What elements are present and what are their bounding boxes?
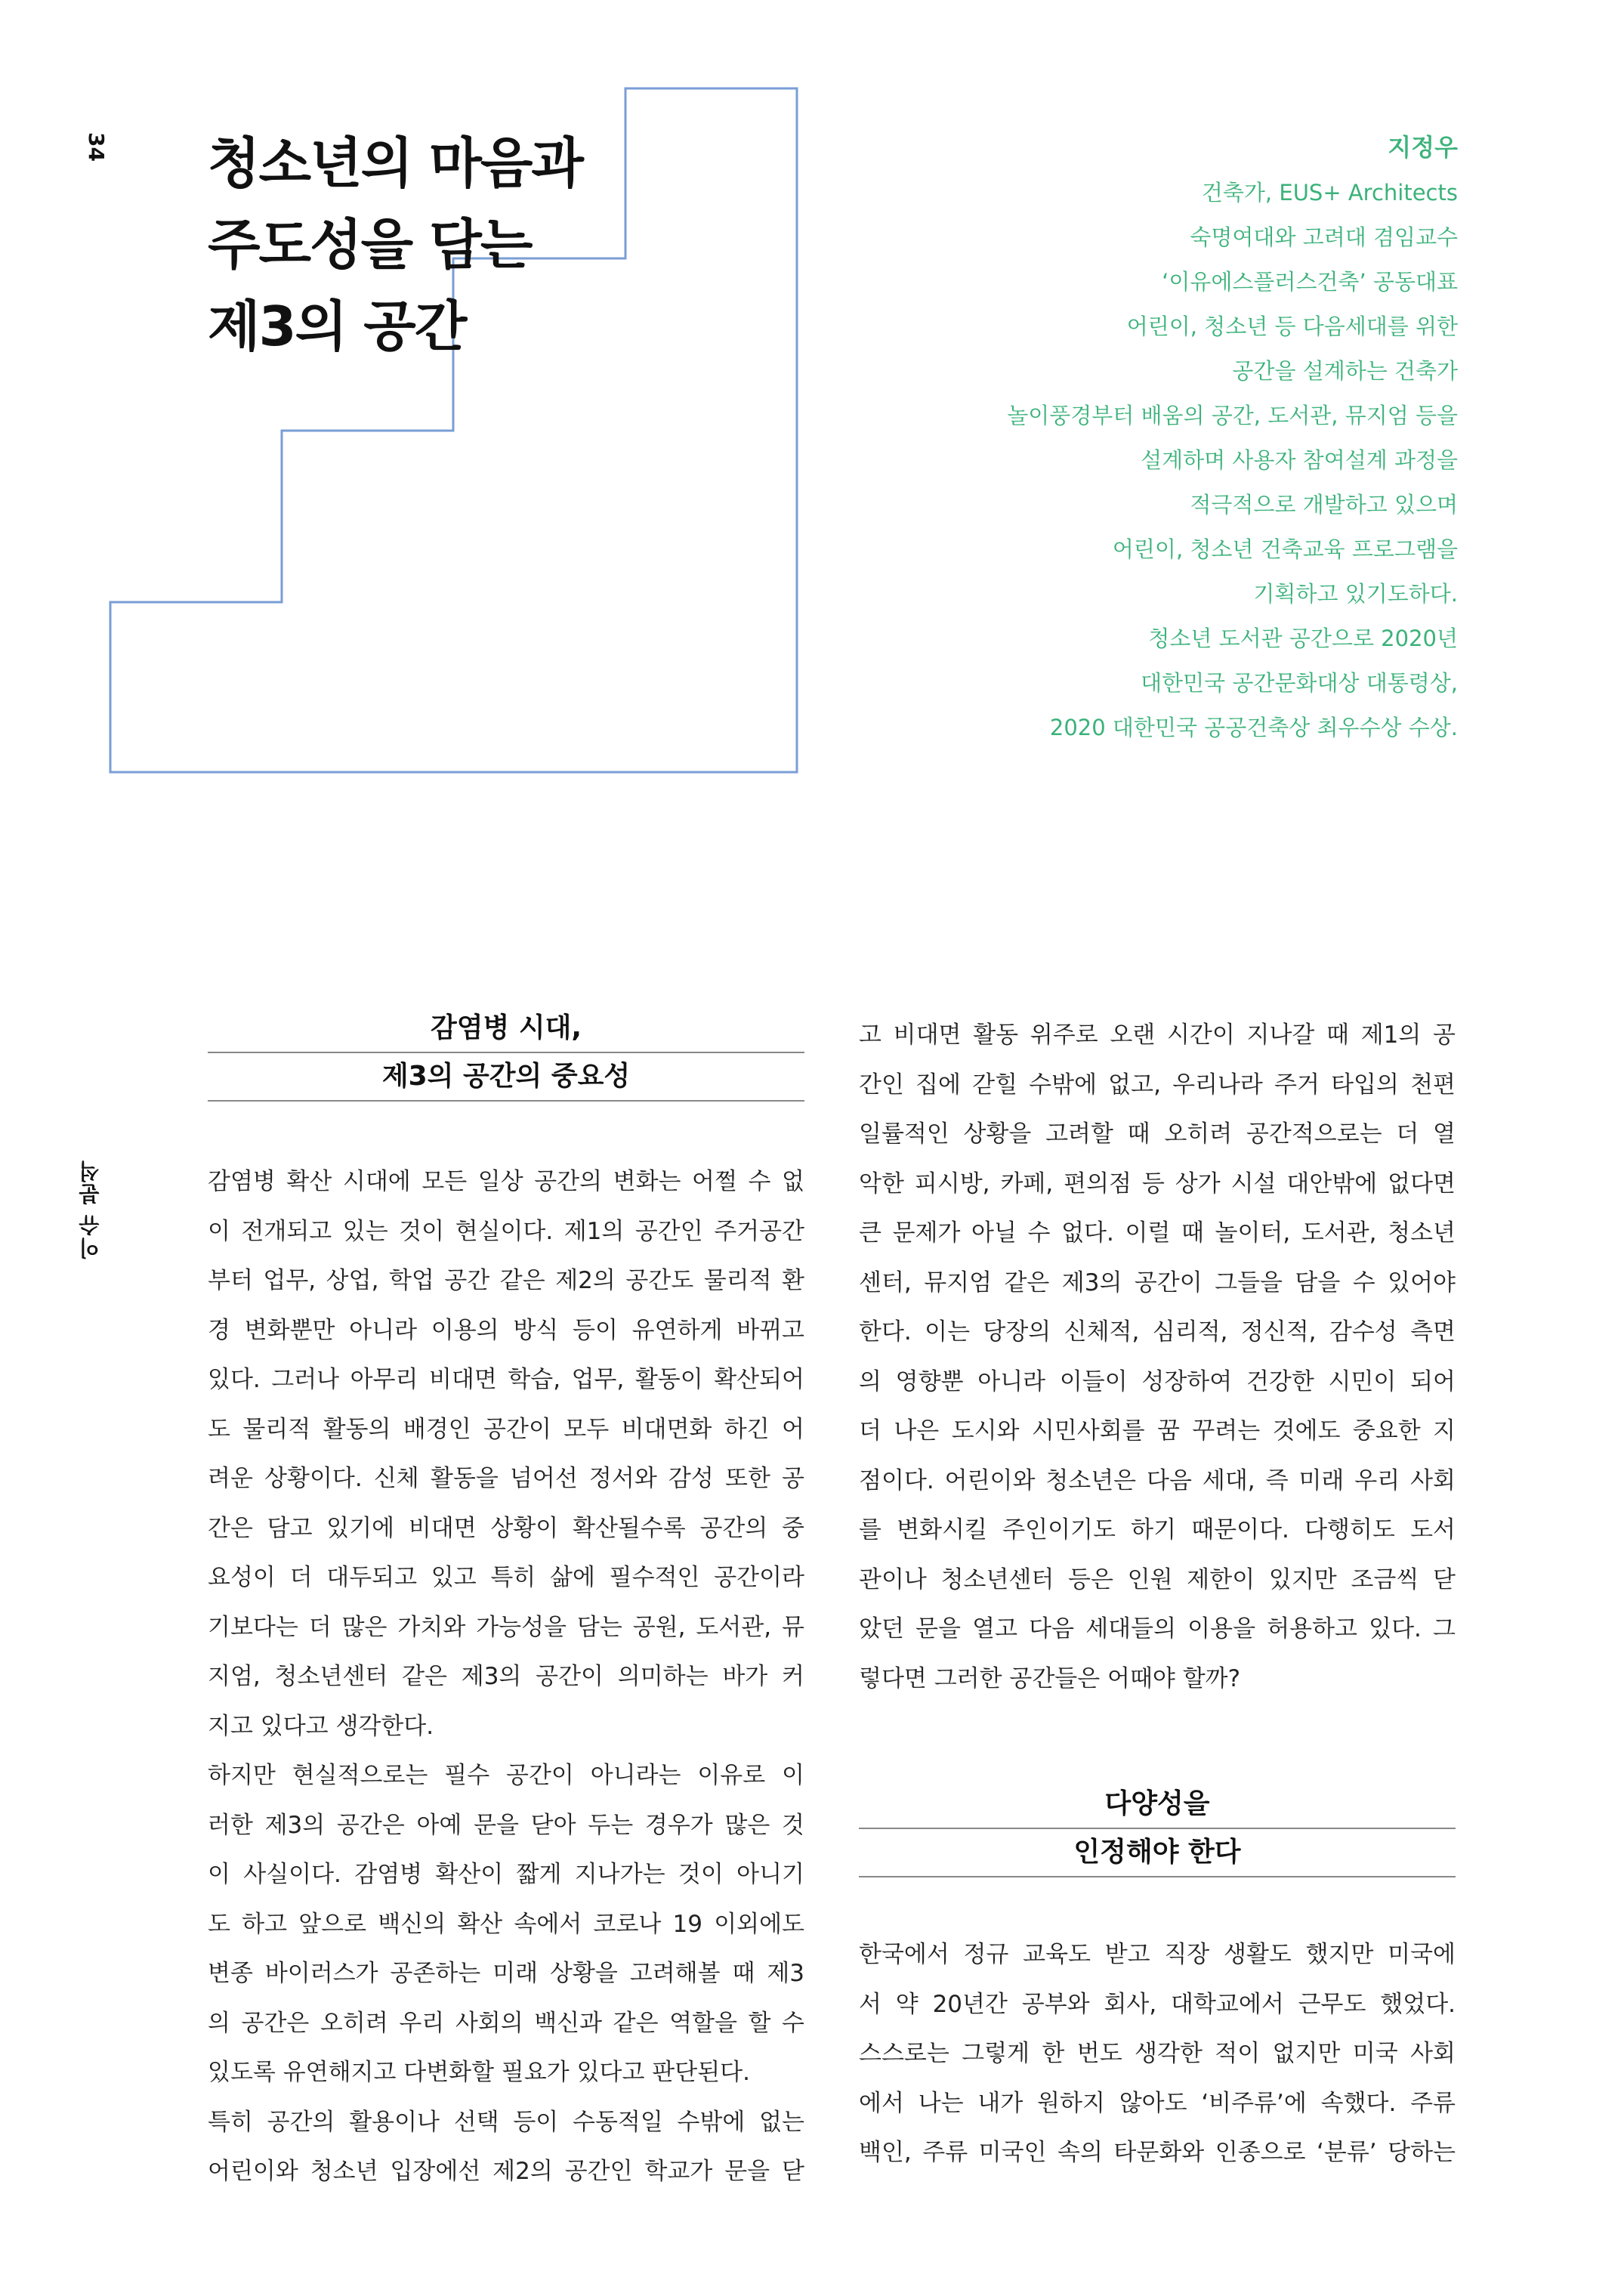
author-block (929, 128, 1458, 750)
body-line: 도 하고 앞으로 백신의 확산 속에서 코로나 19 이외에도 (208, 1910, 804, 1938)
author-bio-line: 놀이풍경부터 배움의 공간, 도서관, 뮤지엄 등을 (1007, 403, 1458, 428)
section-heading (859, 1781, 1456, 1877)
body-line: 한국에서 정규 교육도 받고 직장 생활도 했지만 미국에 (859, 1941, 1456, 1968)
body-line: 에서 나는 내가 원하지 않아도 ‘비주류’에 속했다. 주류 (859, 2089, 1456, 2117)
body-line: 백인, 주류 미국인 속의 타문화와 인종으로 ‘분류’ 당하는 (859, 2139, 1456, 2166)
body-line: 러한 제3의 공간은 아예 문을 닫아 두는 경우가 많은 것 (208, 1811, 804, 1839)
body-line: 있도록 유연해지고 다변화할 필요가 있다고 판단된다. (208, 2059, 750, 2086)
title-line: 청소년의 마음과 (208, 131, 582, 195)
body-line: 경 변화뿐만 아니라 이용의 방식 등이 유연하게 바뀌고 (208, 1316, 804, 1344)
author-bio-line: 대한민국 공간문화대상 대통령상, (1141, 670, 1458, 696)
body-line: 서 약 20년간 공부와 회사, 대학교에서 근무도 했었다. (859, 1990, 1456, 2018)
body-line: 일률적인 상황을 고려할 때 오히려 공간적으로는 더 열 (859, 1120, 1456, 1148)
body-line: 특히 공간의 활용이나 선택 등이 수동적일 수밖에 없는 (208, 2108, 804, 2136)
body-line: 악한 피시방, 카페, 편의점 등 상가 시설 대안밖에 없다면 (859, 1170, 1456, 1197)
body-paragraph (859, 1930, 1456, 2178)
body-line: 이 전개되고 있는 것이 현실이다. 제1의 공간인 주거공간 (208, 1217, 804, 1245)
body-line: 간은 담고 있기에 비대면 상황이 확산될수록 공간의 중 (208, 1514, 804, 1542)
author-bio-line: ‘이유에스플러스건축’ 공동대표 (1162, 269, 1458, 295)
body-paragraph (208, 1157, 804, 2197)
author-bio-line: 어린이, 청소년 건축교육 프로그램을 (1112, 536, 1458, 562)
body-line: 하지만 현실적으로는 필수 공간이 아니라는 이유로 이 (208, 1762, 804, 1789)
body-line: 지엄, 청소년센터 같은 제3의 공간이 의미하는 바가 커 (208, 1663, 804, 1690)
author-bio-line: 적극적으로 개발하고 있으며 (1190, 492, 1458, 518)
body-line: 어린이와 청소년 입장에선 제2의 공간인 학교가 문을 닫 (208, 2158, 804, 2185)
body-line: 있다. 그러나 아무리 비대면 학습, 업무, 활동이 확산되어 (208, 1366, 804, 1393)
title-line: 주도성을 담는 (208, 213, 532, 277)
body-paragraph (859, 1011, 1456, 1704)
body-line: 의 공간은 오히려 우리 사회의 백신과 같은 역할을 할 수 (208, 2009, 804, 2037)
section-heading-line: 제3의 공간의 중요성 (208, 1053, 804, 1102)
body-line: 점이다. 어린이와 청소년은 다음 세대, 즉 미래 우리 사회 (859, 1466, 1456, 1494)
section-tag: 이슈 분석 (78, 1160, 103, 1259)
author-bio-line: 2020 대한민국 공공건축상 최우수상 수상. (1049, 715, 1458, 740)
author-bio-line: 건축가, EUS+ Architects (1201, 180, 1458, 206)
author-bio-line: 기획하고 있기도하다. (1253, 581, 1458, 607)
section-heading (208, 1005, 804, 1102)
body-line: 더 나은 도시와 시민사회를 꿈 꾸려는 것에도 중요한 지 (859, 1417, 1456, 1445)
body-line: 렇다면 그러한 공간들은 어때야 할까? (859, 1664, 1241, 1692)
body-line: 변종 바이러스가 공존하는 미래 상황을 고려해볼 때 제3 (208, 1960, 804, 1987)
body-line: 부터 업무, 상업, 학업 공간 같은 제2의 공간도 물리적 환 (208, 1267, 804, 1294)
body-line: 스스로는 그렇게 한 번도 생각한 적이 없지만 미국 사회 (859, 2040, 1456, 2067)
body-line: 간인 집에 갇힐 수밖에 없고, 우리나라 주거 타입의 천편 (859, 1071, 1456, 1099)
body-line: 았던 문을 열고 다음 세대들의 이용을 허용하고 있다. 그 (859, 1615, 1456, 1642)
body-line: 기보다는 더 많은 가치와 가능성을 담는 공원, 도서관, 뮤 (208, 1613, 804, 1641)
page-number: 34 (83, 132, 109, 162)
title-line: 제3의 공간 (208, 295, 466, 358)
section-heading-line: 다양성을 (859, 1781, 1456, 1829)
author-bio-line: 어린이, 청소년 등 다음세대를 위한 (1126, 314, 1458, 339)
body-line: 의 영향뿐 아니라 이들이 성장하여 건강한 시민이 되어 (859, 1367, 1456, 1395)
body-line: 이 사실이다. 감염병 확산이 짧게 지나가는 것이 아니기 (208, 1861, 804, 1888)
body-line: 관이나 청소년센터 등은 인원 제한이 있지만 조금씩 닫 (859, 1565, 1456, 1593)
right-column (859, 1011, 1456, 2178)
author-bio-line: 설계하며 사용자 참여설계 과정을 (1141, 447, 1458, 473)
body-line: 려운 상황이다. 신체 활동을 넘어선 정서와 감성 또한 공 (208, 1465, 804, 1492)
body-line: 를 변화시킬 주인이기도 하기 때문이다. 다행히도 도서 (859, 1516, 1456, 1544)
body-line: 한다. 이는 당장의 신체적, 심리적, 정신적, 감수성 측면 (859, 1318, 1456, 1346)
author-bio-line: 숙명여대와 고려대 겸임교수 (1190, 224, 1458, 250)
body-line: 큰 문제가 아닐 수 없다. 이럴 때 놀이터, 도서관, 청소년 (859, 1219, 1456, 1247)
author-bio-line: 공간을 설계하는 건축가 (1232, 358, 1458, 384)
article-title (208, 122, 582, 367)
body-line: 고 비대면 활동 위주로 오랜 시간이 지나갈 때 제1의 공 (859, 1021, 1456, 1049)
author-bio-line: 청소년 도서관 공간으로 2020년 (1148, 626, 1458, 651)
body-line: 감염병 확산 시대에 모든 일상 공간의 변화는 어쩔 수 없 (208, 1168, 804, 1195)
section-heading-line: 감염병 시대, (208, 1005, 804, 1053)
body-line: 센터, 뮤지엄 같은 제3의 공간이 그들을 담을 수 있어야 (859, 1269, 1456, 1296)
body-line: 지고 있다고 생각한다. (208, 1712, 434, 1740)
left-column (208, 1005, 804, 2197)
body-line: 요성이 더 대두되고 있고 특히 삶에 필수적인 공간이라 (208, 1564, 804, 1591)
author-bio (929, 171, 1458, 750)
body-line: 도 물리적 활동의 배경인 공간이 모두 비대면화 하긴 어 (208, 1415, 804, 1443)
section-heading-line: 인정해야 한다 (859, 1829, 1456, 1877)
author-name: 지정우 (1388, 133, 1458, 162)
